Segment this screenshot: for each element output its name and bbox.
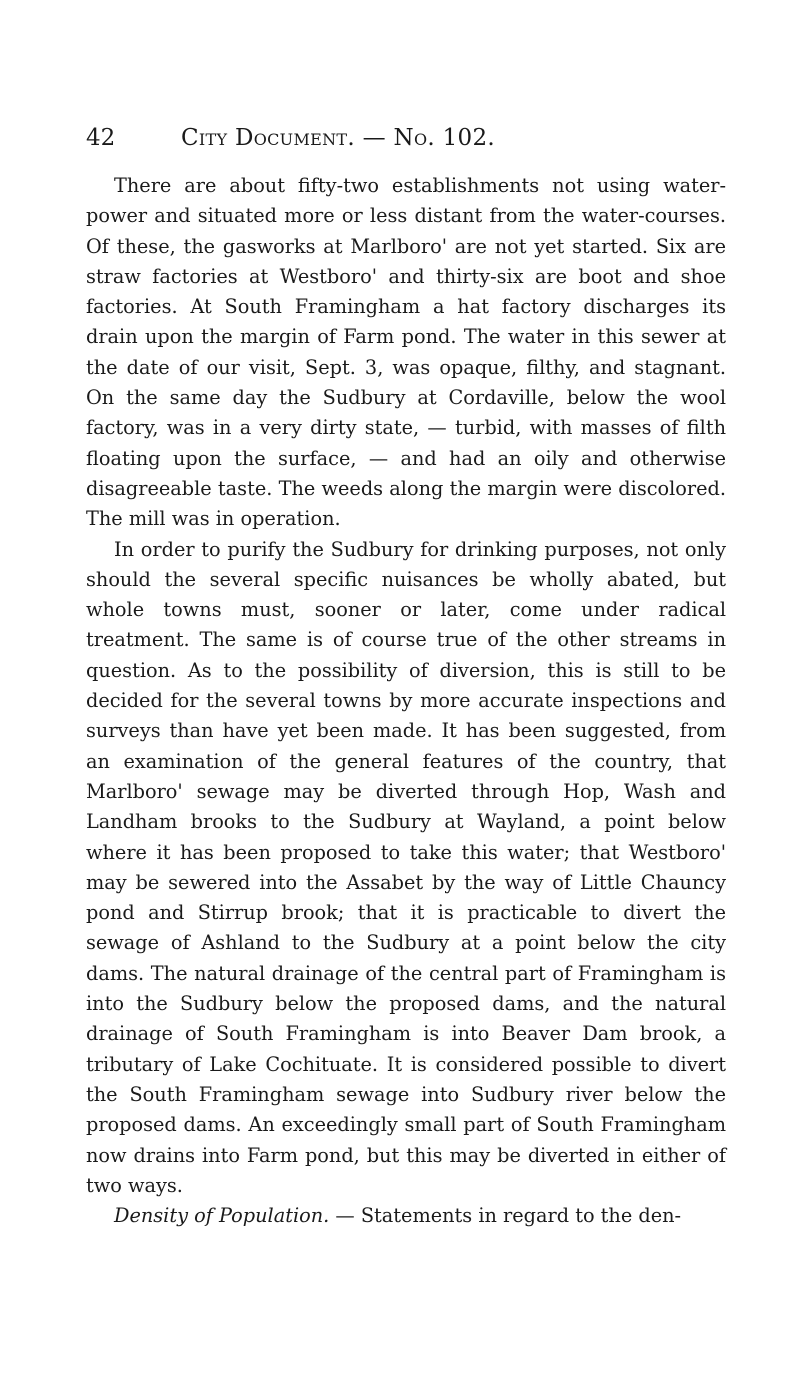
header-title: City Document. — No. 102.: [181, 125, 495, 151]
running-head: [86, 121, 726, 155]
page-number: 42: [86, 125, 116, 151]
paragraph-purification: In order to purify the Sudbury for drinking purposes, not only should the several specific nuisances be wholly abated, but whole towns must, sooner or later, come under radical treatment. The same is of course true of the other streams in question. As to the possibility of diversion, this is still to be decided for the several towns by more accurate inspections and surveys than have yet been made. It has been suggested, from an examination of the general features of the country, that Marlboro' sewage may be diverted through Hop, Wash and Landham brooks to the Sudbury at Wayland, a point below where it has been proposed to take this water; that Westboro' may be sewered into the Assabet by the way of Little Chauncy pond and Stirrup brook; that it is practicable to divert the sewage of Ashland to the Sudbury at a point below the city dams. The natural drainage of the central part of Framingham is into the Sudbury below the proposed dams, and the natural drainage of South Framingham is into Beaver Dam brook, a tributary of Lake Cochituate. It is considered possible to divert the South Framingham sewage into Sudbury river below the proposed dams. An exceedingly small part of South Framingham now drains into Farm pond, but this may be diverted in either of two ways.: [86, 537, 726, 1197]
density-text: — Statements in regard to the den-: [329, 1204, 682, 1228]
body-text: [86, 171, 726, 1231]
section-heading-density: Density of Population.: [114, 1204, 330, 1228]
paragraph-establishments: There are about fifty-two establishments not using water-power and situated more or less distant from the water-courses. Of these, the gasworks at Marlboro' are not yet started. Six are straw factories at Westboro' and thirty-six are boot and shoe factories. At South Framingham a hat factory discharges its drain upon the margin of Farm pond. The water in this sewer at the date of our visit, Sept. 3, was opaque, filthy, and stagnant. On the same day the Sudbury at Cordaville, below the wool factory, was in a very dirty state, — turbid, with masses of filth floating upon the surface, — and had an oily and otherwise disagreeable taste. The weeds along the margin were discolored. The mill was in operation.: [86, 174, 726, 531]
paragraph-density: [86, 1201, 726, 1231]
